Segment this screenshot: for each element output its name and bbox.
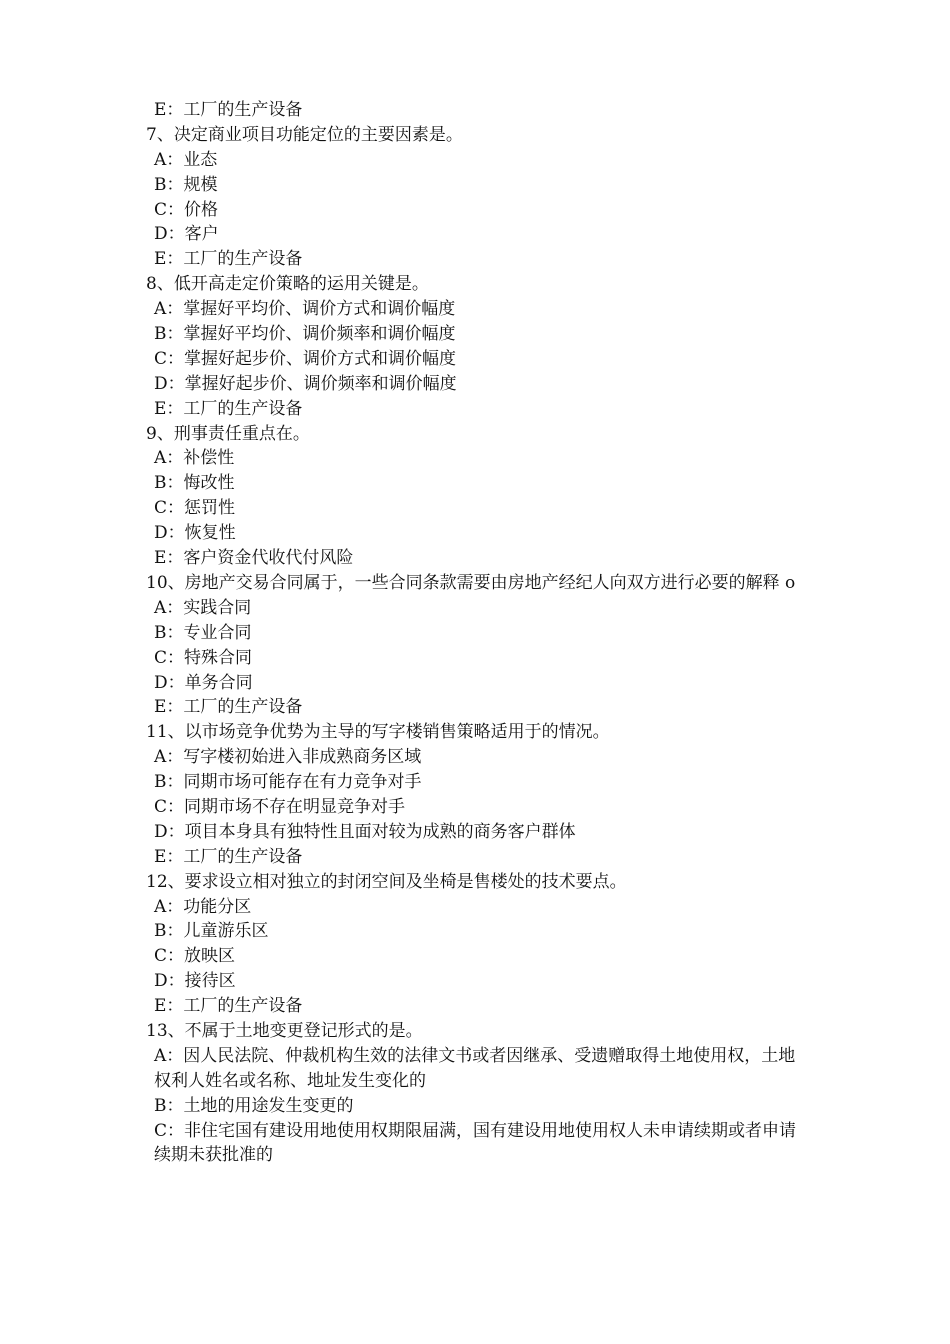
question-text: 11、以市场竞争优势为主导的写字楼销售策略适用于的情况。 (146, 722, 610, 743)
question-text: 13、不属于土地变更登记形式的是。 (146, 1020, 423, 1041)
option-line: B：土地的用途发生变更的 (154, 1095, 354, 1116)
question-block (146, 1019, 810, 1168)
option-line: D：客户 (154, 224, 219, 245)
option-line: E：工厂的生产设备 (154, 697, 303, 718)
option-line: C：同期市场不存在明显竞争对手 (154, 796, 406, 817)
option-line: B：掌握好平均价、调价频率和调价幅度 (154, 324, 456, 345)
option-line: D：项目本身具有独特性且面对较为成熟的商务客户群体 (154, 821, 576, 842)
option-line: D：掌握好起步价、调价频率和调价幅度 (154, 373, 457, 394)
question-block (146, 272, 810, 421)
option-line: B：同期市场可能存在有力竞争对手 (154, 772, 422, 793)
option-line: C：放映区 (154, 946, 236, 967)
option-line: D：恢复性 (154, 523, 236, 544)
option-line: E：工厂的生产设备 (154, 996, 303, 1017)
question-text: 9、刑事责任重点在。 (146, 423, 310, 444)
option-line: A：补偿性 (154, 448, 235, 469)
option-line: C：价格 (154, 199, 219, 220)
question-text: 7、决定商业项目功能定位的主要因素是。 (146, 124, 463, 145)
option-line: C：非住宅国有建设用地使用权期限届满，国有建设用地使用权人未申请续期或者申请续期未获批准的 (154, 1120, 797, 1166)
option-line: D：接待区 (154, 971, 236, 992)
option-line: D：单务合同 (154, 672, 253, 693)
option-line: A：功能分区 (154, 896, 252, 917)
question-block (146, 720, 810, 869)
document-body (146, 98, 810, 1168)
question-text: 10、房地产交易合同属于，一些合同条款需要由房地产经纪人向双方进行必要的解释 o (146, 572, 796, 593)
option-line: B：儿童游乐区 (154, 921, 269, 942)
question-block (146, 571, 810, 720)
option-line: E：工厂的生产设备 (154, 398, 303, 419)
question-block (146, 870, 810, 1019)
option-line: B：悔改性 (154, 473, 235, 494)
question-text: 12、要求设立相对独立的封闭空间及坐椅是售楼处的技术要点。 (146, 871, 627, 892)
option-line: C：特殊合同 (154, 647, 253, 668)
option-line: C：掌握好起步价、调价方式和调价幅度 (154, 348, 457, 369)
option-line: B：专业合同 (154, 622, 252, 643)
option-line: A：因人民法院、仲裁机构生效的法律文书或者因继承、受遗赠取得土地使用权，土地权利人姓名或名称、地址发生变化的 (154, 1045, 796, 1091)
option-line: E：工厂的生产设备 (154, 846, 303, 867)
option-line: A：实践合同 (154, 597, 252, 618)
option-line: A：掌握好平均价、调价方式和调价幅度 (154, 299, 456, 320)
question-text: 8、低开高走定价策略的运用关键是。 (146, 274, 429, 295)
option-line: C：惩罚性 (154, 498, 236, 519)
option-line: E：客户资金代收代付风险 (154, 548, 354, 569)
option-line: B：规模 (154, 174, 218, 195)
option-line: E：工厂的生产设备 (154, 100, 303, 120)
option-line: E：工厂的生产设备 (154, 249, 303, 270)
option-line: A：业态 (154, 149, 218, 170)
option-line: A：写字楼初始进入非成熟商务区域 (154, 747, 422, 768)
question-block (146, 422, 810, 571)
question-block (146, 123, 810, 272)
